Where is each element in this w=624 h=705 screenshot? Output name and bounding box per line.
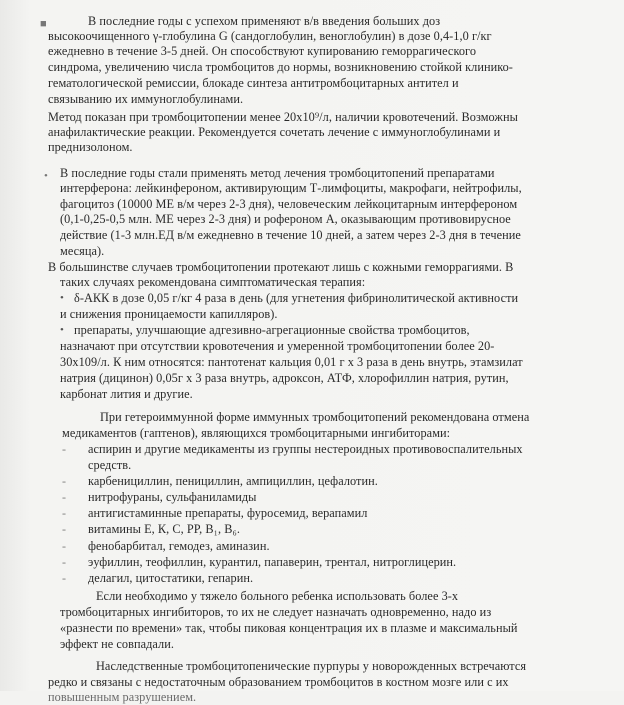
text-line: карбонат лития и другие.	[60, 387, 193, 401]
text-line: тромбоцитарных ингибиторов, то их не следует назначать одновременно, надо из	[60, 605, 492, 619]
text-line: витамины Е, К, С, РР, В₁, В₆.	[88, 522, 240, 536]
text-line: карбенициллин, пенициллин, ампициллин, цефалотин.	[88, 474, 378, 488]
dash-bullet-icon: -	[62, 490, 66, 504]
text-line: связыванию их иммуноглобулинами.	[48, 92, 244, 106]
text-line: медикаментов (гаптенов), являющихся тромбоцитарными ингибиторами:	[62, 426, 451, 440]
text-line: и снижения проницаемости капилляров).	[60, 307, 278, 321]
text-line: 30х109/л. К ним относятся: пантотенат кальция 0,01 г х 3 раза в день внутрь, этамзилат	[60, 355, 523, 369]
text-line: преднизолоном.	[48, 140, 133, 154]
text-line: В последние годы с успехом применяют в/в введения больших доз	[88, 14, 441, 28]
dash-bullet-icon: -	[62, 522, 66, 536]
dash-bullet-icon: -	[62, 474, 66, 488]
text-line: анафилактические реакции. Рекомендуется сочетать лечение с иммуноглобулинами и	[48, 125, 501, 139]
text-line: Метод показан при тромбоцитопении менее 20х10⁹/л, наличии кровотечений. Возможны	[48, 110, 518, 124]
text-line: нитрофураны, сульфаниламиды	[88, 490, 257, 504]
text-line: гематологической ремиссии, блокаде синтеза антитромбоцитарных антител и	[48, 76, 459, 90]
text-line: средств.	[88, 458, 132, 472]
text-line: таких случаях рекомендована симптоматическая терапия:	[60, 275, 366, 289]
text-line: эффект не совпадали.	[60, 637, 174, 651]
text-line: повышенным разрушением.	[48, 690, 197, 704]
text-line: аспирин и другие медикаменты из группы нестероидных противовоспалительных	[88, 442, 523, 456]
text-line: Наследственные тромбоцитопенические пурпуры у новорожденных встречаются	[96, 659, 527, 673]
text-line: действие (1-3 млн.ЕД в/м ежедневно в течение 10 дней, а затем через 2-3 дня в течение	[60, 228, 521, 242]
text-line: ежедневно в течение 3-5 дней. Он способствуют купированию геморрагического	[48, 44, 477, 58]
text-line: (0,1-0,25-0,5 млн. МЕ через 2-3 дня) и рофероном А, оказывающим противовирусное	[60, 212, 511, 226]
text-line: Если необходимо у тяжело больного ребенка использовать более 3-х	[96, 589, 459, 603]
text-line: высокоочищенного γ-глобулина G (сандоглобулин, веноглобулин) в дозе 0,4-1,0 г/кг	[48, 29, 492, 43]
text-line: В последние годы стали применять метод лечения тромбоцитопений препаратами	[60, 166, 495, 180]
text-line: синдрома, увеличению числа тромбоцитов до нормы, возникновению стойкой клинико-	[48, 60, 513, 74]
dash-bullet-icon: -	[62, 442, 66, 456]
text-line: редко и связаны с недостаточным образованием тромбоцитов в костном мозге или с их	[48, 675, 509, 689]
text-line: месяца).	[60, 244, 105, 258]
text-line: В большинстве случаев тромбоцитопении протекают лишь с кожными геморрагиями. В	[48, 260, 514, 274]
bullet-dot-icon: •	[60, 324, 64, 336]
dash-bullet-icon: -	[62, 539, 66, 553]
text-line: интерферона: лейкинфероном, активирующим Т-лимфоциты, макрофаги, нейтрофилы,	[60, 181, 522, 195]
text-line: При гетероиммунной форме иммунных тромбоцитопений рекомендована отмена	[100, 410, 530, 424]
dash-bullet-icon: -	[62, 506, 66, 520]
text-line: антигистаминные препараты, фуросемид, верапамил	[88, 506, 368, 520]
text-line: фагоцитоз (10000 МЕ в/м через 2-3 дня), человеческим лейкоцитарным интерфероном	[60, 197, 518, 211]
bullet-dot-icon: •	[44, 170, 48, 182]
scan-speck-icon: ■	[40, 18, 47, 30]
text-line: назначают при отсутствии кровотечения и умеренной тромбоцитопении более 20-	[60, 339, 495, 353]
text-line: δ-АКК в дозе 0,05 г/кг 4 раза в день (для угнетения фибринолитической активности	[74, 291, 519, 305]
text-line: фенобарбитал, гемодез, аминазин.	[88, 539, 270, 553]
text-line: эуфиллин, теофиллин, курантил, папаверин, трентал, нитроглицерин.	[88, 555, 457, 569]
dash-bullet-icon: -	[62, 555, 66, 569]
bullet-dot-icon: •	[60, 292, 64, 304]
text-line: препараты, улучшающие адгезивно-агрегационные свойства тромбоцитов,	[74, 323, 470, 337]
text-line: «разнести по времени» так, чтобы пиковая концентрация их в плазме и максимальный	[60, 621, 518, 635]
text-line: натрия (дицинон) 0,05г х 3 раза внутрь, адроксон, АТФ, хлорофиллин натрия, рутин,	[60, 371, 509, 385]
text-line: делагил, цитостатики, гепарин.	[88, 571, 254, 585]
dash-bullet-icon: -	[62, 571, 66, 585]
